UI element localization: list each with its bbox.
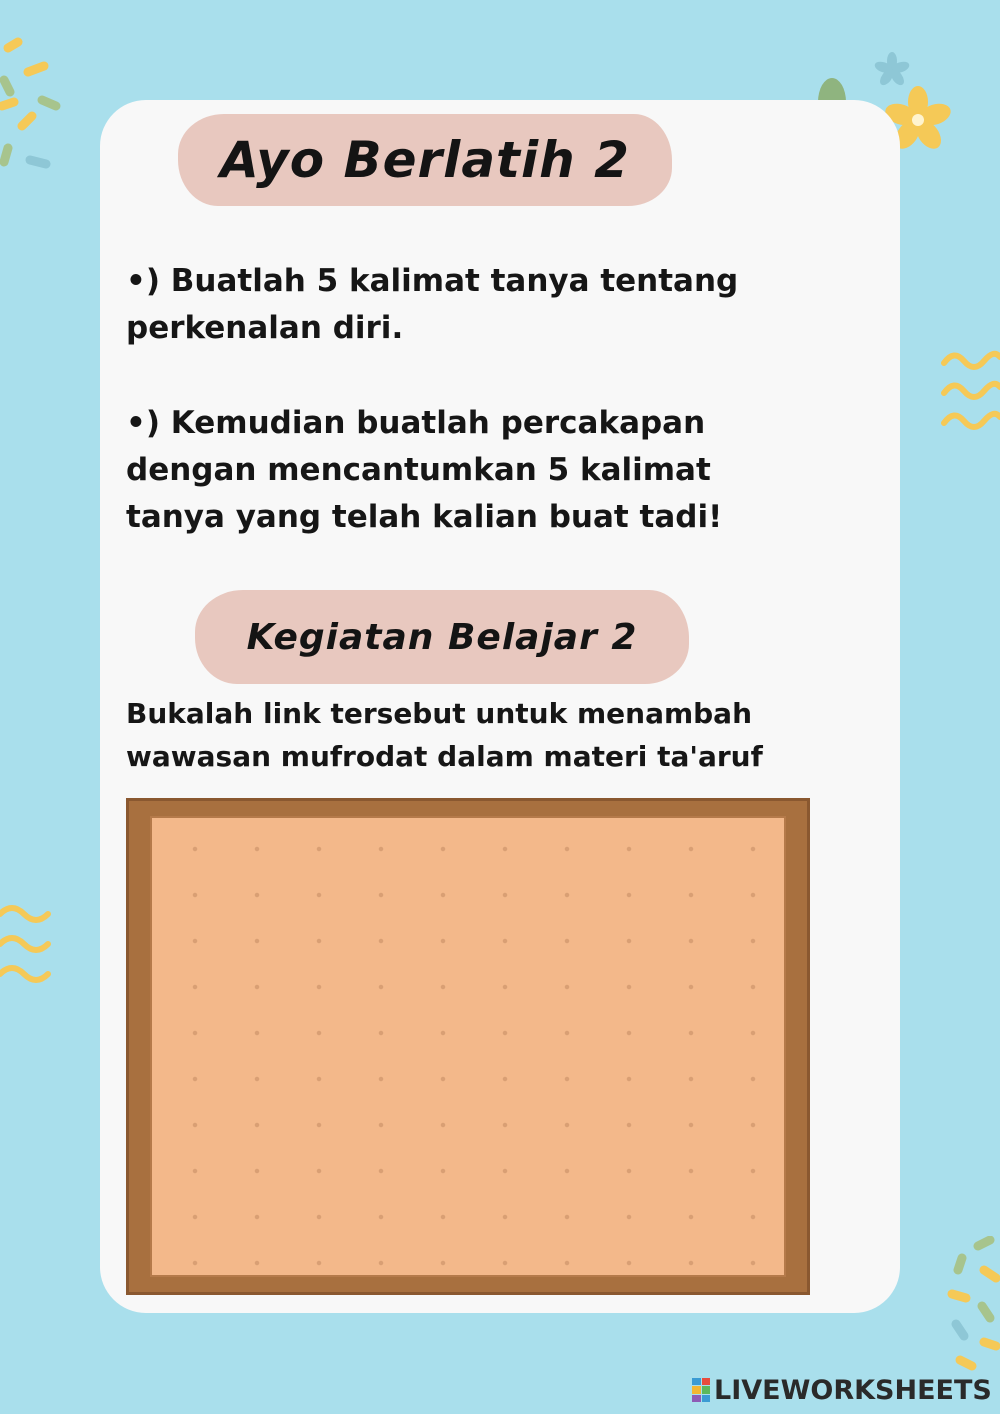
- corkboard-answer-area[interactable]: [150, 816, 786, 1277]
- instruction-item-1: •) Buatlah 5 kalimat tanya tentang perkenalan diri.: [126, 263, 739, 346]
- page-title: Ayo Berlatih 2: [220, 131, 630, 189]
- confetti-decoration-bottom-right: [938, 1236, 1000, 1376]
- instruction-item-2: •) Kemudian buatlah percakapan dengan mencantumkan 5 kalimat tanya yang telah kalian buat tadi!: [126, 405, 723, 535]
- confetti-decoration-top-left: [0, 30, 80, 180]
- activity-title: Kegiatan Belajar 2: [246, 616, 638, 658]
- liveworksheets-logo: [692, 1374, 992, 1406]
- liveworksheets-logo-text: LIVEWORKSHEETS: [714, 1374, 992, 1406]
- corkboard-frame: [126, 798, 810, 1295]
- title-banner: [178, 114, 672, 206]
- activity-banner: [195, 590, 689, 684]
- liveworksheets-logo-icon: [692, 1378, 710, 1402]
- activity-description: Bukalah link tersebut untuk menambah wawasan mufrodat dalam materi ta'aruf: [126, 697, 763, 773]
- squiggle-decoration-left: [0, 900, 60, 1000]
- squiggle-decoration-right: [940, 345, 1000, 445]
